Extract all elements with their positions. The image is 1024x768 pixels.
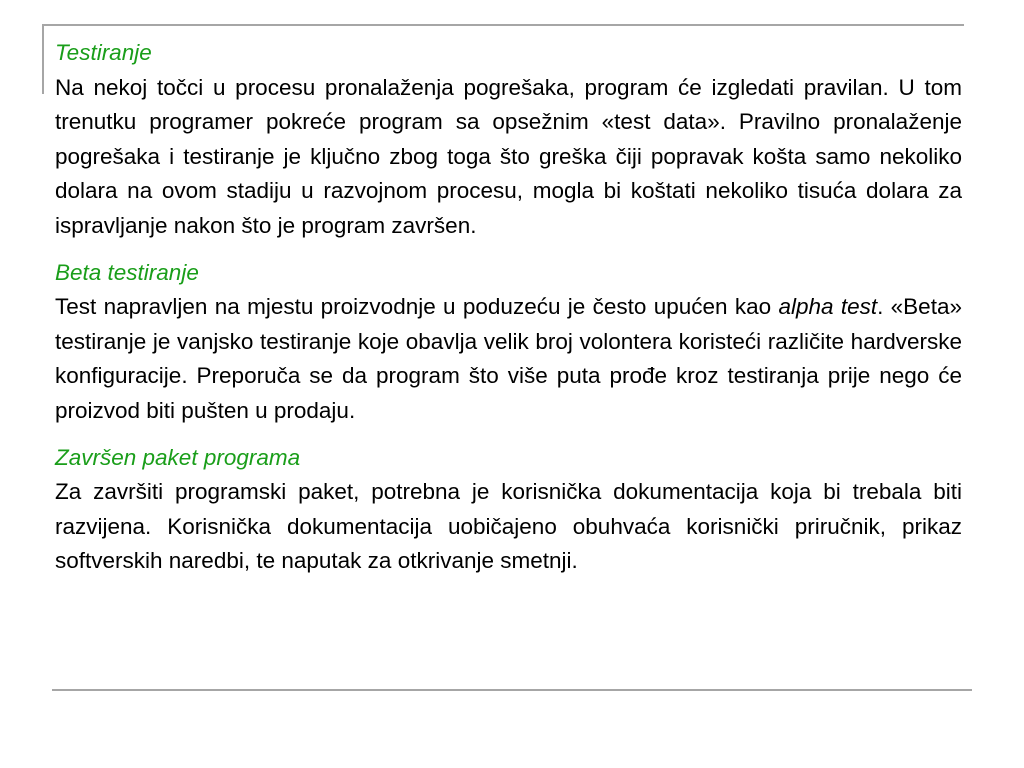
section-body: Za završiti programski paket, potrebna je korisnička dokumentacija koja bi trebala biti razvijena. Korisnička dokumentacija uobičajeno obuhvaća korisnički priručnik, prikaz softverskih naredbi, te naputak za otkrivanje smetnji.: [55, 479, 962, 574]
left-accent-line: [42, 24, 44, 94]
top-divider-line: [42, 24, 964, 26]
slide-content: [55, 36, 962, 579]
section-body: Na nekoj točci u procesu pronalaženja pogrešaka, program će izgledati pravilan. U tom trenutku programer pokreće program sa opsežnim «test data». Pravilno pronalaženje pogrešaka i testiranje je ključno zbog toga što greška čiji popravak košta samo nekoliko dolara na ovom stadiju u razvojnom procesu, mogla bi koštati nekoliko tisuća dolara za ispravljanje nakon što je program završen.: [55, 74, 962, 238]
section-heading: Završen paket programa: [55, 444, 301, 470]
section-body: [55, 290, 962, 428]
section-zavrsen-paket: [55, 441, 962, 579]
section-beta-testiranje: [55, 256, 962, 429]
body-emphasis: alpha test: [778, 294, 878, 320]
section-heading: Beta testiranje: [55, 259, 199, 285]
section-testiranje: [55, 36, 962, 244]
body-text: Test napravljen na mjestu proizvodnje u poduzeću je često upućen kao: [55, 294, 779, 320]
section-heading: Testiranje: [55, 40, 152, 65]
body-text: . «Beta» testiranje je vanjsko testiranje koje obavlja velik broj volontera koristeći različite hardverske konfiguracije. Preporuča se da program što više puta prođe kroz testiranja prije nego će proizvod biti pušten u prodaju.: [55, 294, 962, 423]
bottom-divider-line: [52, 689, 972, 691]
